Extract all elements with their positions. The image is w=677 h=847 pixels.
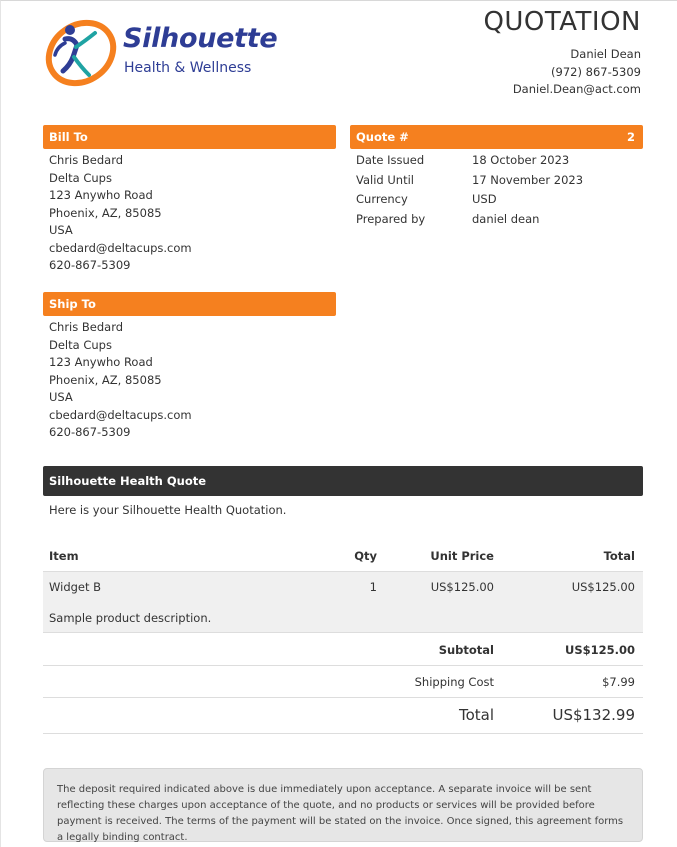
bill-to-phone: 620-867-5309 [49,258,131,272]
section-header [43,466,643,496]
item-description: Sample product description. [49,611,212,625]
subtotal-label: Subtotal [438,643,494,657]
bill-to-label: Bill To [49,130,88,144]
total-label: Total [458,706,494,724]
quote-number-header [350,125,643,149]
detail-key: Valid Until [356,172,414,187]
bill-to-header [43,125,336,149]
detail-key: Currency [356,192,408,206]
ship-to-email[interactable]: cbedard@deltacups.com [49,407,192,422]
item-unit-price: US$125.00 [430,580,494,594]
quote-number-label: Quote # [356,130,409,144]
ship-to-line: 123 Anywho Road [49,355,153,369]
col-header-qty: Qty [354,549,377,563]
col-header-total: Total [603,549,635,563]
ship-to-address [49,319,192,442]
item-qty: 1 [369,580,377,594]
ship-to-line: Chris Bedard [49,320,124,334]
ship-to-header [43,292,336,316]
sender-email[interactable]: Daniel.Dean@act.com [512,82,641,96]
ship-to-line: USA [49,390,73,404]
summary-divider [43,665,643,666]
shipping-label: Shipping Cost [414,675,494,689]
bill-to-line: Chris Bedard [49,153,124,167]
detail-value: 17 November 2023 [472,172,584,187]
logo-swoosh-icon [43,11,123,93]
quote-number-value: 2 [626,130,635,144]
logo-tagline: Health & Wellness [124,60,252,76]
detail-value: USD [472,192,497,206]
section-title: Silhouette Health Quote [49,474,207,488]
terms-note: The deposit required indicated above is due immediately upon acceptance. A separate invoice will be sent reflecting these charges upon acceptance of the quote, and no products or services will be provided before payment is received. The terms of the payment will be stated on the invoice. Once signed, this agreement forms a legally binding contract. [43,768,643,842]
summary-divider [43,733,643,734]
subtotal-value: US$125.00 [565,643,635,657]
col-header-item: Item [49,549,79,563]
detail-key: Date Issued [356,153,425,167]
bill-to-address [49,152,192,275]
bill-to-line: Delta Cups [49,170,112,185]
company-logo [43,11,278,93]
bill-to-email[interactable]: cbedard@deltacups.com [49,240,192,255]
detail-key: Prepared by [356,211,426,226]
item-total: US$125.00 [571,580,635,594]
ship-to-line: Phoenix, AZ, 85085 [49,372,162,387]
total-value: US$132.99 [552,706,635,724]
item-name: Widget B [49,580,102,594]
bill-to-line: Phoenix, AZ, 85085 [49,205,162,220]
summary-divider [43,697,643,698]
ship-to-label: Ship To [49,297,96,311]
shipping-value: $7.99 [602,675,635,689]
detail-value: daniel dean [472,211,540,226]
col-header-unit-price: Unit Price [430,549,494,563]
sender-contact [513,46,641,99]
sender-name: Daniel Dean [570,47,641,61]
logo-name: Silhouette [123,23,278,54]
ship-to-phone: 620-867-5309 [49,425,131,439]
section-intro: Here is your Silhouette Health Quotation. [49,503,287,517]
ship-to-line: Delta Cups [49,337,112,352]
bill-to-line: 123 Anywho Road [49,188,153,202]
sender-phone: (972) 867-5309 [551,64,641,79]
bill-to-line: USA [49,223,73,237]
detail-value: 18 October 2023 [472,153,570,167]
document-title: QUOTATION [483,7,641,37]
